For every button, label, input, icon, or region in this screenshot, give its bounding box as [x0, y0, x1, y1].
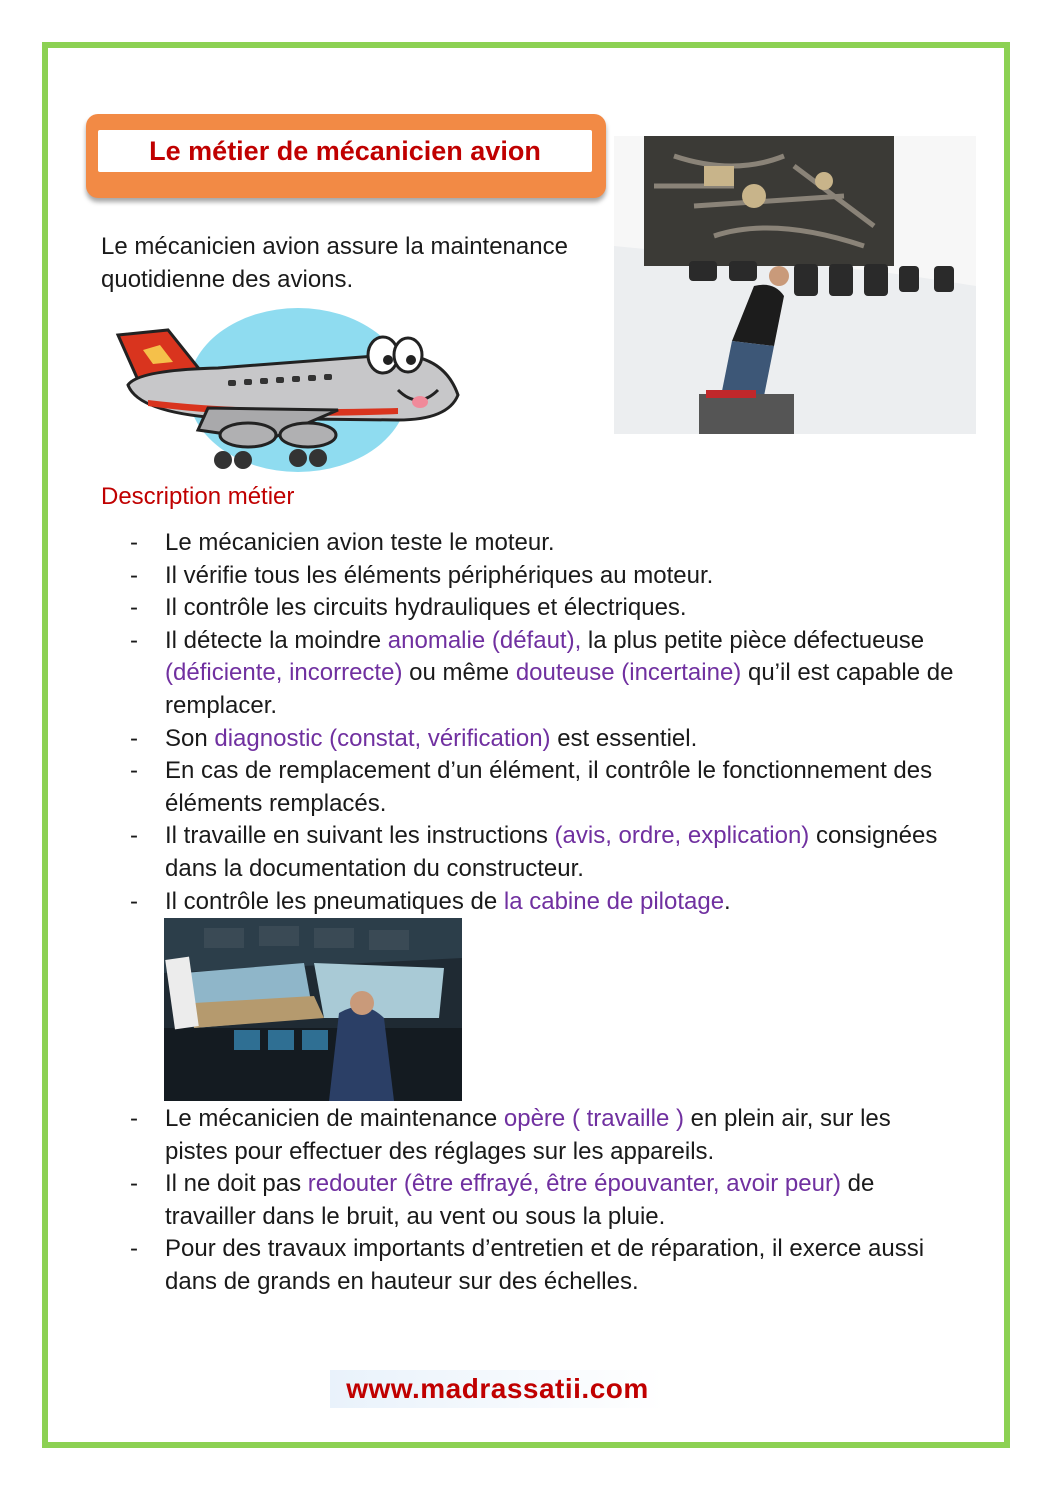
- item-text: Il contrôle les circuits hydrauliques et électriques.: [165, 594, 687, 622]
- website-link[interactable]: www.madrassatii.com: [346, 1373, 649, 1404]
- synonym-text: diagnostic (constat, vérification): [214, 724, 551, 752]
- bullet-dash: -: [130, 1105, 138, 1132]
- synonym-text: (avis, ordre, explication): [554, 822, 810, 850]
- item-text: Son: [165, 724, 215, 752]
- list-item: [130, 1103, 960, 1168]
- item-text: Il contrôle les pneumatiques de: [165, 887, 504, 915]
- page-title: Le métier de mécanicien avion: [98, 130, 592, 172]
- bullet-dash: -: [130, 626, 138, 654]
- item-text: En cas de remplacement d’un élément, il contrôle le fonctionnement des éléments remplacés.: [165, 757, 933, 817]
- item-text: Pour des travaux importants d’entretien et de réparation, il exerce aussi dans de grands en hauteur sur des échelles.: [165, 1235, 925, 1295]
- item-text: la plus petite pièce défectueuse: [581, 626, 925, 654]
- synonym-text: opère ( travaille ): [503, 1105, 684, 1132]
- title-banner: [86, 114, 606, 198]
- synonym-text: douteuse (incertaine): [515, 659, 742, 687]
- footer-website-banner[interactable]: [330, 1370, 665, 1408]
- item-text: .: [724, 887, 731, 915]
- item-text: Il travaille en suivant les instructions: [165, 822, 555, 850]
- bullet-dash: -: [130, 594, 138, 622]
- synonym-text: (déficiente, incorrecte): [165, 659, 403, 687]
- intro-text: Le mécanicien avion assure la maintenance quotidienne des avions.: [101, 233, 568, 293]
- item-text: Il vérifie tous les éléments périphériques au moteur.: [165, 561, 714, 589]
- item-text: consignées dans la documentation du constructeur.: [165, 822, 938, 882]
- bullet-dash: -: [130, 757, 138, 785]
- synonym-text: anomalie (défaut),: [387, 626, 582, 654]
- description-list-continued: [130, 1103, 960, 1299]
- synonym-text: redouter (être effrayé, être épouvanter, avoir peur): [307, 1170, 841, 1198]
- item-text: de travailler dans le bruit, au vent ou sous la pluie.: [165, 1170, 875, 1230]
- bullet-dash: -: [130, 887, 138, 915]
- bullet-dash: -: [130, 822, 138, 850]
- list-item: [130, 560, 960, 593]
- item-text: Le mécanicien avion teste le moteur.: [165, 529, 555, 556]
- list-item: [130, 755, 960, 820]
- list-item: [130, 723, 960, 756]
- list-item: [130, 527, 960, 560]
- list-item: [130, 1168, 960, 1233]
- cartoon-airplane-illustration: [98, 300, 468, 475]
- bullet-dash: -: [130, 724, 138, 752]
- list-item: [130, 625, 960, 723]
- engine-maintenance-photo: [614, 136, 976, 434]
- description-list: [130, 527, 960, 918]
- synonym-text: la cabine de pilotage: [503, 887, 725, 915]
- item-text: Le mécanicien de maintenance: [165, 1105, 504, 1132]
- list-item: [130, 1233, 960, 1298]
- bullet-dash: -: [130, 561, 138, 589]
- item-text: est essentiel.: [550, 724, 698, 752]
- bullet-dash: -: [130, 1235, 138, 1263]
- item-text: Il détecte la moindre: [165, 626, 388, 654]
- bullet-dash: -: [130, 1170, 138, 1198]
- item-text: ou même: [402, 659, 516, 687]
- item-text: qu’il est capable de remplacer.: [165, 659, 954, 719]
- list-item: [130, 886, 960, 919]
- bullet-dash: -: [130, 529, 138, 556]
- list-item: [130, 820, 960, 885]
- cockpit-photo: [164, 918, 462, 1101]
- list-item: [130, 592, 960, 625]
- section-heading: Description métier: [101, 483, 295, 510]
- item-text: en plein air, sur les pistes pour effectuer des réglages sur les appareils.: [165, 1105, 891, 1165]
- item-text: Il ne doit pas: [165, 1170, 308, 1198]
